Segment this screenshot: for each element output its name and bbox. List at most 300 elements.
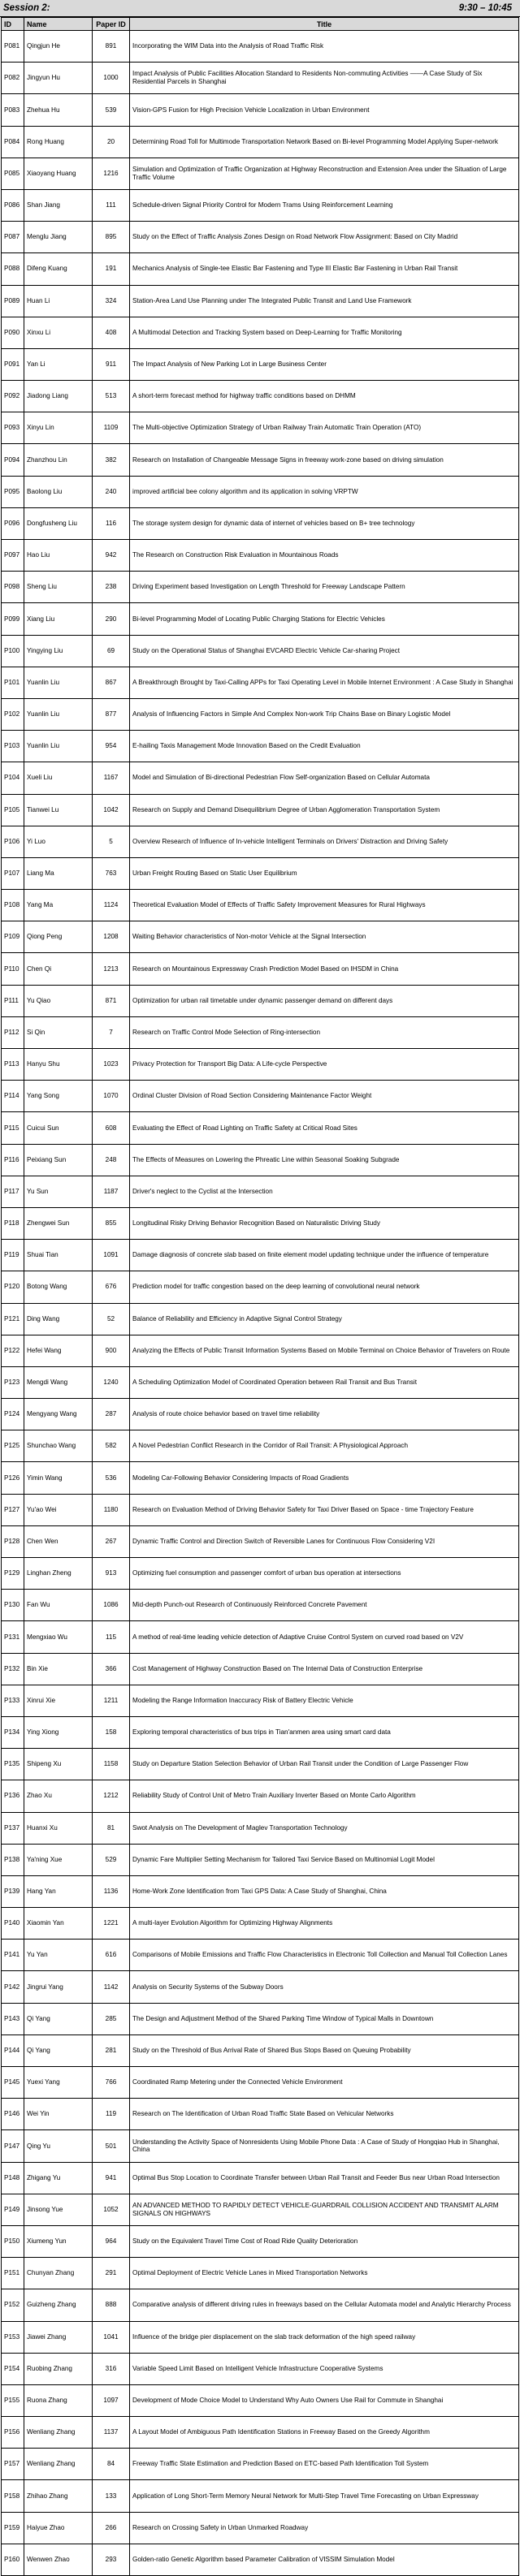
cell-paper-id: 1167 [93,762,130,794]
cell-title: A Breakthrough Brought by Taxi-Calling APPs for Taxi Operating Level in Mobile Internet Environment : A Case Study in Shanghai [130,667,519,698]
cell-name: Yu Yan [24,1940,93,1971]
cell-title: Optimizing fuel consumption and passenger comfort of urban bus operation at intersections [130,1558,519,1590]
cell-paper-id: 248 [93,1144,130,1176]
table-row [2,826,519,857]
cell-id: P113 [2,1049,24,1081]
table-row [2,1940,519,1971]
table-row [2,1780,519,1812]
cell-title: Mechanics Analysis of Single-tee Elastic Bar Fastening and Type III Elastic Bar Fastening in Urban Rail Transit [130,253,519,285]
cell-id: P158 [2,2480,24,2512]
table-row [2,1525,519,1557]
cell-name: Linghan Zheng [24,1558,93,1590]
cell-id: P086 [2,189,24,221]
table-row [2,1176,519,1207]
cell-paper-id: 5 [93,826,130,857]
cell-name: Jingyun Hu [24,63,93,94]
cell-id: P151 [2,2258,24,2289]
table-row [2,2353,519,2384]
cell-id: P131 [2,1621,24,1653]
cell-id: P088 [2,253,24,285]
table-row [2,1749,519,1780]
cell-id: P138 [2,1844,24,1875]
table-row [2,2130,519,2162]
cell-paper-id: 891 [93,31,130,63]
cell-name: Shan Jiang [24,189,93,221]
cell-name: Yuanlin Liu [24,698,93,730]
table-row [2,1844,519,1875]
cell-name: Xueli Liu [24,762,93,794]
cell-id: P097 [2,540,24,572]
cell-name: Shipeng Xu [24,1749,93,1780]
cell-name: Jiawei Zhang [24,2321,93,2353]
cell-id: P153 [2,2321,24,2353]
cell-title: Balance of Reliability and Efficiency in Adaptive Signal Control Strategy [130,1303,519,1335]
cell-title: Research on Evaluation Method of Driving Behavior Safety for Taxi Driver Based on Space - time Trajectory Feature [130,1494,519,1525]
cell-name: Ding Wang [24,1303,93,1335]
cell-id: P124 [2,1399,24,1430]
cell-paper-id: 290 [93,603,130,635]
cell-name: Botong Wang [24,1271,93,1303]
cell-id: P126 [2,1462,24,1494]
cell-id: P140 [2,1908,24,1940]
cell-paper-id: 941 [93,2162,130,2194]
table-row [2,94,519,126]
cell-title: Driver's neglect to the Cyclist at the Intersection [130,1176,519,1207]
cell-name: Xinxu Li [24,317,93,348]
cell-id: P089 [2,285,24,317]
cell-paper-id: 1211 [93,1685,130,1716]
cell-title: The Multi-objective Optimization Strategy of Urban Railway Train Automatic Train Operation (ATO) [130,412,519,444]
table-row [2,1016,519,1048]
table-row [2,1207,519,1239]
table-row [2,2321,519,2353]
table-row [2,1558,519,1590]
cell-name: Zhihao Zhang [24,2480,93,2512]
table-row [2,126,519,157]
table-row [2,1812,519,1844]
cell-id: P120 [2,1271,24,1303]
cell-name: Xiang Liu [24,603,93,635]
cell-id: P101 [2,667,24,698]
table-row [2,635,519,667]
cell-name: Dongfusheng Liu [24,507,93,539]
cell-name: Wenwen Zhao [24,2544,93,2575]
table-row [2,2258,519,2289]
cell-name: Xiaomin Yan [24,1908,93,1940]
cell-paper-id: 582 [93,1430,130,1462]
cell-paper-id: 191 [93,253,130,285]
cell-name: Zhengwei Sun [24,1207,93,1239]
cell-paper-id: 382 [93,444,130,476]
cell-paper-id: 287 [93,1399,130,1430]
table-row [2,2417,519,2449]
table-row [2,1685,519,1716]
cell-title: Station-Area Land Use Planning under The Integrated Public Transit and Land Use Framework [130,285,519,317]
cell-name: Jinsong Yue [24,2194,93,2225]
cell-id: P145 [2,2067,24,2099]
cell-name: Zhehua Hu [24,94,93,126]
cell-id: P129 [2,1558,24,1590]
table-row [2,1494,519,1525]
cell-paper-id: 1137 [93,2417,130,2449]
cell-id: P096 [2,507,24,539]
cell-name: Fan Wu [24,1590,93,1621]
cell-paper-id: 7 [93,1016,130,1048]
cell-paper-id: 900 [93,1335,130,1366]
cell-title: Research on Crossing Safety in Urban Unmarked Roadway [130,2512,519,2544]
cell-paper-id: 964 [93,2225,130,2257]
cell-name: Ruona Zhang [24,2384,93,2416]
cell-name: Hao Liu [24,540,93,572]
table-row [2,2384,519,2416]
table-body [2,31,519,2576]
cell-id: P156 [2,2417,24,2449]
table-row [2,63,519,94]
cell-name: Jiadong Liang [24,381,93,412]
cell-paper-id: 539 [93,94,130,126]
cell-id: P157 [2,2449,24,2480]
cell-title: Dynamic Fare Multiplier Setting Mechanism for Tailored Taxi Service Based on Multinomial Logit Model [130,1844,519,1875]
cell-name: Si Qin [24,1016,93,1048]
cell-name: Yuanlin Liu [24,731,93,762]
cell-paper-id: 324 [93,285,130,317]
cell-title: AN ADVANCED METHOD TO RAPIDLY DETECT VEHICLE-GUARDRAIL COLLISION ACCIDENT AND TRANSMIT ALARM SIGNALS ON HIGHWAYS [130,2194,519,2225]
cell-id: P090 [2,317,24,348]
cell-id: P133 [2,1685,24,1716]
table-row [2,412,519,444]
table-row [2,157,519,189]
cell-paper-id: 1124 [93,890,130,921]
cell-title: Research on Supply and Demand Disequilibrium Degree of Urban Agglomeration Transportation System [130,794,519,826]
cell-paper-id: 616 [93,1940,130,1971]
cell-id: P099 [2,603,24,635]
table-row [2,381,519,412]
cell-name: Cuicui Sun [24,1112,93,1144]
cell-name: Hanyu Shu [24,1049,93,1081]
cell-title: A short-term forecast method for highway traffic conditions based on DHMM [130,381,519,412]
cell-id: P085 [2,157,24,189]
cell-name: Zhanzhou Lin [24,444,93,476]
cell-id: P087 [2,222,24,253]
cell-name: Hang Yan [24,1875,93,1907]
cell-title: Application of Long Short-Term Memory Neural Network for Multi-Step Travel Time Forecasting on Urban Expressway [130,2480,519,2512]
cell-id: P142 [2,1971,24,2003]
table-row [2,1430,519,1462]
cell-id: P159 [2,2512,24,2544]
cell-title: Prediction model for traffic congestion based on the deep learning of convolutional neural network [130,1271,519,1303]
cell-title: Mid-depth Punch-out Research of Continuously Reinforced Concrete Pavement [130,1590,519,1621]
cell-paper-id: 529 [93,1844,130,1875]
cell-paper-id: 1142 [93,1971,130,2003]
cell-id: P111 [2,985,24,1016]
cell-paper-id: 877 [93,698,130,730]
cell-id: P098 [2,572,24,603]
cell-paper-id: 1208 [93,921,130,953]
cell-title: Research on The Identification of Urban Road Traffic State Based on Vehicular Networks [130,2099,519,2130]
cell-title: Analysis of Influencing Factors in Simple And Complex Non-work Trip Chains Base on Binary Logistic Model [130,698,519,730]
table-row [2,1303,519,1335]
cell-name: Mengyang Wang [24,1399,93,1430]
cell-title: Determining Road Toll for Multimode Transportation Network Based on Bi-level Programming Model Applying Super-network [130,126,519,157]
cell-name: Xiumeng Yun [24,2225,93,2257]
cell-title: Modeling Car-Following Behavior Considering Impacts of Road Gradients [130,1462,519,1494]
cell-id: P104 [2,762,24,794]
cell-paper-id: 158 [93,1716,130,1748]
table-row [2,1049,519,1081]
cell-id: P114 [2,1081,24,1112]
cell-paper-id: 1086 [93,1590,130,1621]
cell-paper-id: 766 [93,2067,130,2099]
table-row [2,762,519,794]
cell-id: P081 [2,31,24,63]
session-time: 9:30 – 10:45 [458,3,512,13]
cell-title: Understanding the Activity Space of Nonresidents Using Mobile Phone Data : A Case of Study of Hongqiao Hub in Shanghai, China [130,2130,519,2162]
cell-name: Wei Yin [24,2099,93,2130]
table-row [2,1240,519,1271]
cell-id: P136 [2,1780,24,1812]
cell-paper-id: 291 [93,2258,130,2289]
cell-paper-id: 1240 [93,1366,130,1398]
table-row [2,1399,519,1430]
cell-paper-id: 608 [93,1112,130,1144]
table-row [2,1908,519,1940]
table-row [2,2480,519,2512]
cell-title: improved artificial bee colony algorithm and its application in solving VRPTW [130,476,519,507]
cell-id: P122 [2,1335,24,1366]
cell-paper-id: 240 [93,476,130,507]
cell-name: Yang Ma [24,890,93,921]
cell-name: Yimin Wang [24,1462,93,1494]
cell-id: P092 [2,381,24,412]
table-row [2,189,519,221]
cell-title: Reliability Study of Control Unit of Metro Train Auxiliary Inverter Based on Monte Carlo Algorithm [130,1780,519,1812]
table-row [2,1081,519,1112]
table-row [2,2099,519,2130]
cell-name: Qiong Peng [24,921,93,953]
cell-paper-id: 133 [93,2480,130,2512]
cell-paper-id: 285 [93,2003,130,2034]
cell-title: Dynamic Traffic Control and Direction Switch of Reversible Lanes for Continuous Flow Considering V2I [130,1525,519,1557]
cell-id: P152 [2,2289,24,2321]
cell-title: Model and Simulation of Bi-directional Pedestrian Flow Self-organization Based on Cellular Automata [130,762,519,794]
cell-paper-id: 913 [93,1558,130,1590]
cell-paper-id: 871 [93,985,130,1016]
cell-title: Overview Research of Influence of In-vehicle Intelligent Terminals on Drivers' Distraction and Driving Safety [130,826,519,857]
paper-table [1,17,519,2576]
cell-title: A method of real-time leading vehicle detection of Adaptive Cruise Control System on curved road based on V2V [130,1621,519,1653]
cell-title: Theoretical Evaluation Model of Effects of Traffic Safety Improvement Measures for Rural Highways [130,890,519,921]
cell-id: P139 [2,1875,24,1907]
table-row [2,1653,519,1685]
table-row [2,1590,519,1621]
cell-name: Wenliang Zhang [24,2449,93,2480]
cell-title: The Design and Adjustment Method of the Shared Parking Time Window of Typical Malls in Downtown [130,2003,519,2034]
table-row [2,348,519,380]
cell-name: Ruobing Zhang [24,2353,93,2384]
cell-id: P110 [2,953,24,985]
table-row [2,953,519,985]
cell-title: Cost Management of Highway Construction Based on The Internal Data of Construction Enterprise [130,1653,519,1685]
table-header-row [2,18,519,31]
column-header-paper-id: Paper ID [93,18,130,31]
cell-id: P143 [2,2003,24,2034]
cell-paper-id: 1136 [93,1875,130,1907]
cell-title: Coordinated Ramp Metering under the Connected Vehicle Environment [130,2067,519,2099]
cell-title: The storage system design for dynamic data of internet of vehicles based on B+ tree technology [130,507,519,539]
cell-id: P100 [2,635,24,667]
table-row [2,1112,519,1144]
cell-title: A Scheduling Optimization Model of Coordinated Operation between Rail Transit and Bus Transit [130,1366,519,1398]
cell-title: Bi-level Programming Model of Locating Public Charging Stations for Electric Vehicles [130,603,519,635]
cell-name: Shuai Tian [24,1240,93,1271]
cell-name: Qi Yang [24,2034,93,2066]
cell-name: Haiyue Zhao [24,2512,93,2544]
cell-paper-id: 1023 [93,1049,130,1081]
cell-paper-id: 1212 [93,1780,130,1812]
cell-title: Optimization for urban rail timetable under dynamic passenger demand on different days [130,985,519,1016]
cell-paper-id: 111 [93,189,130,221]
table-row [2,2544,519,2575]
cell-paper-id: 763 [93,857,130,889]
cell-id: P108 [2,890,24,921]
cell-id: P112 [2,1016,24,1048]
table-row [2,285,519,317]
cell-name: Qi Yang [24,2003,93,2034]
cell-title: E-hailing Taxis Management Mode Innovation Based on the Credit Evaluation [130,731,519,762]
cell-id: P107 [2,857,24,889]
cell-paper-id: 1216 [93,157,130,189]
column-header-title: Title [130,18,519,31]
cell-name: Zhigang Yu [24,2162,93,2194]
cell-title: Analysis on Security Systems of the Subway Doors [130,1971,519,2003]
cell-name: Yuanlin Liu [24,667,93,698]
cell-name: Huan Li [24,285,93,317]
cell-name: Menglu Jiang [24,222,93,253]
cell-id: P109 [2,921,24,953]
table-row [2,1144,519,1176]
cell-name: Peixiang Sun [24,1144,93,1176]
cell-id: P082 [2,63,24,94]
cell-id: P103 [2,731,24,762]
table-row [2,2003,519,2034]
cell-name: Guizheng Zhang [24,2289,93,2321]
cell-title: Analyzing the Effects of Public Transit Information Systems Based on Mobile Terminal on Choice Behavior of Travelers on Route [130,1335,519,1366]
table-row [2,1875,519,1907]
cell-id: P119 [2,1240,24,1271]
cell-name: Ya'ning Xue [24,1844,93,1875]
cell-name: Zhao Xu [24,1780,93,1812]
table-row [2,1366,519,1398]
cell-paper-id: 267 [93,1525,130,1557]
cell-paper-id: 408 [93,317,130,348]
cell-title: Study on the Equivalent Travel Time Cost of Road Ride Quality Deterioration [130,2225,519,2257]
cell-paper-id: 316 [93,2353,130,2384]
cell-id: P083 [2,94,24,126]
cell-paper-id: 366 [93,1653,130,1685]
cell-title: Waiting Behavior characteristics of Non-motor Vehicle at the Signal Intersection [130,921,519,953]
table-row [2,1271,519,1303]
cell-id: P147 [2,2130,24,2162]
cell-title: Schedule-driven Signal Priority Control for Modern Trams Using Reinforcement Learning [130,189,519,221]
cell-paper-id: 1213 [93,953,130,985]
cell-paper-id: 115 [93,1621,130,1653]
cell-paper-id: 1042 [93,794,130,826]
cell-id: P150 [2,2225,24,2257]
cell-title: Swot Analysis on The Development of Maglev Transportation Technology [130,1812,519,1844]
cell-paper-id: 20 [93,126,130,157]
cell-title: Comparisons of Mobile Emissions and Traffic Flow Characteristics in Electronic Toll Collection and Manual Toll Collection Lanes [130,1940,519,1971]
cell-paper-id: 1109 [93,412,130,444]
cell-id: P105 [2,794,24,826]
table-row [2,507,519,539]
cell-id: P084 [2,126,24,157]
cell-paper-id: 888 [93,2289,130,2321]
cell-paper-id: 293 [93,2544,130,2575]
cell-id: P144 [2,2034,24,2066]
cell-id: P155 [2,2384,24,2416]
table-row [2,2225,519,2257]
cell-paper-id: 238 [93,572,130,603]
cell-name: Chen Qi [24,953,93,985]
cell-id: P117 [2,1176,24,1207]
cell-name: Rong Huang [24,126,93,157]
cell-title: A Multimodal Detection and Tracking System based on Deep-Learning for Traffic Monitoring [130,317,519,348]
cell-title: Development of Mode Choice Model to Understand Why Auto Owners Use Rail for Commute in Shanghai [130,2384,519,2416]
cell-id: P130 [2,1590,24,1621]
table-row [2,444,519,476]
cell-title: Study on Departure Station Selection Behavior of Urban Rail Transit under the Condition of Large Passenger Flow [130,1749,519,1780]
cell-paper-id: 954 [93,731,130,762]
table-row [2,31,519,63]
cell-name: Baolong Liu [24,476,93,507]
cell-title: Ordinal Cluster Division of Road Section Considering Maintenance Factor Weight [130,1081,519,1112]
cell-name: Liang Ma [24,857,93,889]
cell-name: Yingying Liu [24,635,93,667]
table-row [2,1716,519,1748]
cell-id: P134 [2,1716,24,1748]
session-label: Session 2: [3,3,50,13]
table-row [2,317,519,348]
cell-id: P106 [2,826,24,857]
cell-paper-id: 1158 [93,1749,130,1780]
cell-paper-id: 84 [93,2449,130,2480]
cell-title: Vision-GPS Fusion for High Precision Vehicle Localization in Urban Environment [130,94,519,126]
cell-title: Modeling the Range Information Inaccuracy Risk of Battery Electric Vehicle [130,1685,519,1716]
cell-paper-id: 1070 [93,1081,130,1112]
cell-paper-id: 116 [93,507,130,539]
cell-title: A multi-layer Evolution Algorithm for Optimizing Highway Alignments [130,1908,519,1940]
cell-paper-id: 1052 [93,2194,130,2225]
cell-id: P141 [2,1940,24,1971]
cell-title: Privacy Protection for Transport Big Data: A Life-cycle Perspective [130,1049,519,1081]
cell-name: Yang Song [24,1081,93,1112]
cell-id: P148 [2,2162,24,2194]
table-row [2,572,519,603]
cell-name: Bin Xie [24,1653,93,1685]
cell-title: Research on Traffic Control Mode Selection of Ring-intersection [130,1016,519,1048]
cell-name: Huanxi Xu [24,1812,93,1844]
table-row [2,1462,519,1494]
cell-paper-id: 501 [93,2130,130,2162]
table-row [2,921,519,953]
cell-title: A Novel Pedestrian Conflict Research in the Corridor of Rail Transit: A Physiological Approach [130,1430,519,1462]
cell-name: Shunchao Wang [24,1430,93,1462]
cell-id: P135 [2,1749,24,1780]
cell-title: Simulation and Optimization of Traffic Organization at Highway Reconstruction and Extension Area under the Situation of Large Traffic Volume [130,157,519,189]
cell-paper-id: 69 [93,635,130,667]
table-row [2,1335,519,1366]
cell-name: Difeng Kuang [24,253,93,285]
